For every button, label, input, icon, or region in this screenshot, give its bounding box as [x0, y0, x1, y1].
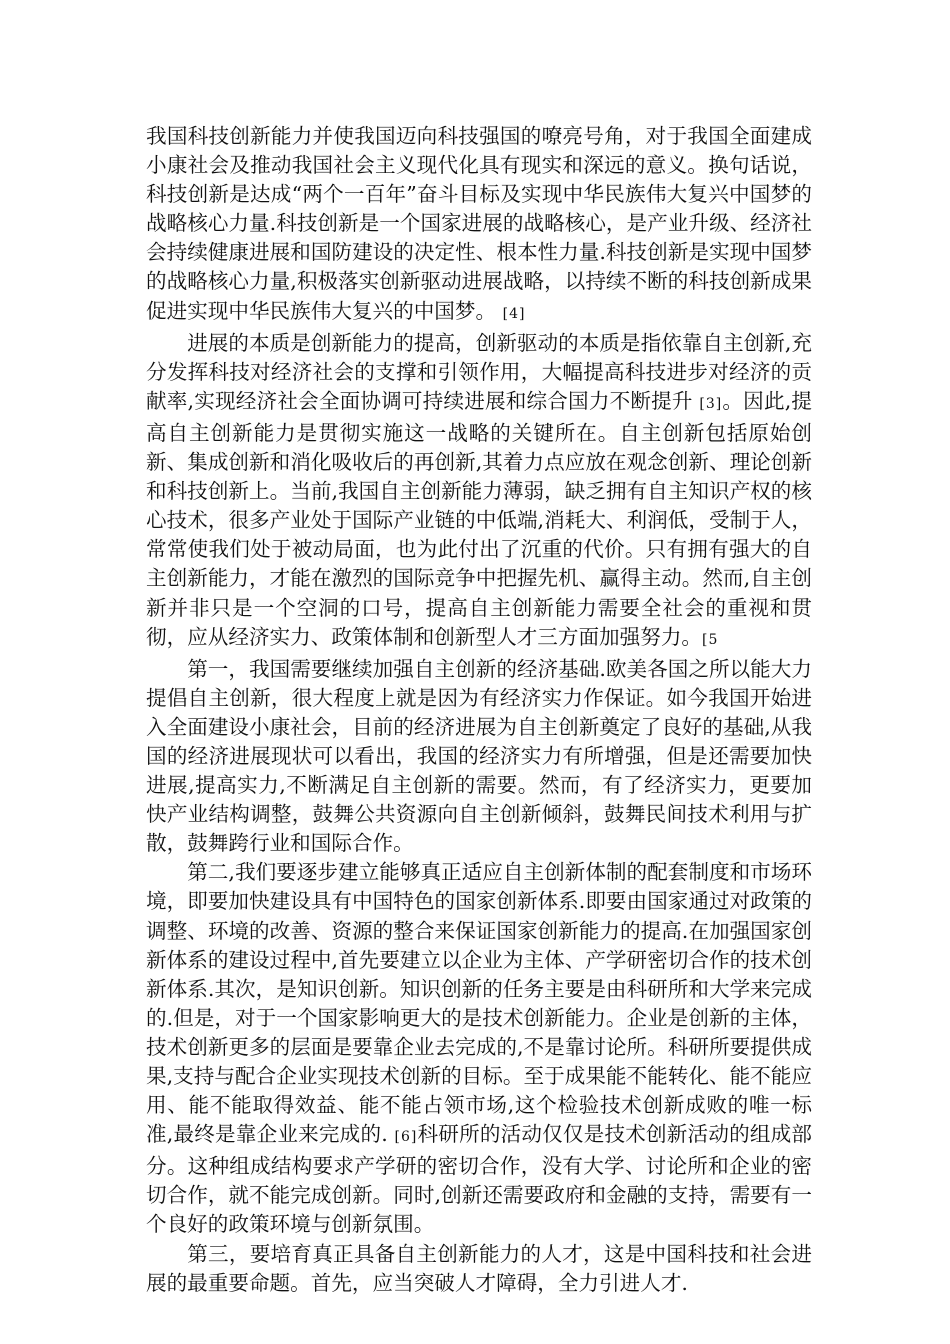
paragraph-4-text-a: 第二,我们要逐步建立能够真正适应自主创新体制的配套制度和市场环境，即要加快建设具有中国特色的国家创新体系.即要由国家通过对政策的调整、环境的改善、资源的整合来保证国家创新能力的提高.在加强国家创新体系的建设过程中,首先要建立以企业为主体、产学研密切合作的技术创新体系.其次，是知识创新。知识创新的任务主要是由科研所和大学来完成的.但是，对于一个国家影响更大的是技术创新能力。企业是创新的主体，技术创新更多的层面是要靠企业去完成的,不是靠讨论所。科研所要提供成果,支持与配合企业实现技术创新的目标。至于成果能不能转化、能不能应用、能不能取得效益、能不能占领市场,这个检验技术创新成败的唯一标准,最终是靠企业来完成的. — [146, 860, 812, 1147]
paragraph-1-text: 我国科技创新能力并使我国迈向科技强国的嘹亮号角，对于我国全面建成小康社会及推动我国社会主义现代化具有现实和深远的意义。换句话说，科技创新是达成“两个一百年”奋斗目标及实现中华民族伟大复兴中国梦的战略核心力量.科技创新是一个国家进展的战略核心，是产业升级、经济社会持续健康进展和国防建设的决定性、根本性力量.科技创新是实现中国梦的战略核心力量,积极落实创新驱动进展战略，以持续不断的科技创新成果促进实现中华民族伟大复兴的中国梦。 — [146, 124, 812, 323]
paragraph-5 — [146, 1240, 812, 1298]
paragraph-4 — [146, 858, 812, 1239]
paragraph-4-text-b: 科研所的活动仅仅是技术创新活动的组成部分。这种组成结构要求产学研的密切合作，没有大学、讨论所和企业的密切合作，就不能完成创新。同时,创新还需要政府和金融的支持，需要有一个良好的政策环境与创新氛围。 — [146, 1122, 813, 1237]
citation-4: [4] — [502, 305, 526, 322]
paragraph-2-text-b: 。因此,提高自主创新能力是贯彻实施这一战略的关键所在。自主创新包括原始创新、集成创新和消化吸收后的再创新,其着力点应放在观念创新、理论创新和科技创新上。当前,我国自主创新能力薄弱，缺乏拥有自主知识产权的核心技术，很多产业处于国际产业链的中低端,消耗大、利润低，受制于人，常常使我们处于被动局面，也为此付出了沉重的代价。只有拥有强大的自主创新能力，才能在激烈的国际竞争中把握先机、赢得主动。然而,自主创新并非只是一个空洞的口号，提高自主创新能力需要全社会的重视和贯彻，应从经济实力、政策体制和创新型人才三方面加强努力。 — [146, 388, 813, 649]
paragraph-1 — [146, 122, 812, 329]
citation-5: [5 — [702, 631, 719, 648]
citation-3: [3] — [699, 395, 723, 412]
citation-6: [6] — [394, 1129, 418, 1146]
paragraph-2 — [146, 329, 812, 655]
paragraph-5-text: 第三，要培育真正具备自主创新能力的人才，这是中国科技和社会进展的最重要命题。首先，应当突破人才障碍，全力引进人才. — [146, 1241, 812, 1295]
paragraph-3-text: 第一，我国需要继续加强自主创新的经济基础.欧美各国之所以能大力提倡自主创新，很大程度上就是因为有经济实力作保证。如今我国开始进入全面建设小康社会，目前的经济进展为自主创新奠定了良好的基础,从我国的经济进展现状可以看出，我国的经济实力有所增强，但是还需要加快进展,提高实力,不断满足自主创新的需要。然而，有了经济实力，更要加快产业结构调整，鼓舞公共资源向自主创新倾斜，鼓舞民间技术利用与扩散，鼓舞跨行业和国际合作。 — [146, 656, 812, 856]
body-text — [146, 122, 812, 1298]
paragraph-2-text-a: 进展的本质是创新能力的提高，创新驱动的本质是指依靠自主创新,充分发挥科技对经济社会的支撑和引领作用，大幅提高科技进步对经济的贡献率,实现经济社会全面协调可持续进展和综合国力不断提升 — [146, 330, 812, 413]
paragraph-3 — [146, 655, 812, 859]
